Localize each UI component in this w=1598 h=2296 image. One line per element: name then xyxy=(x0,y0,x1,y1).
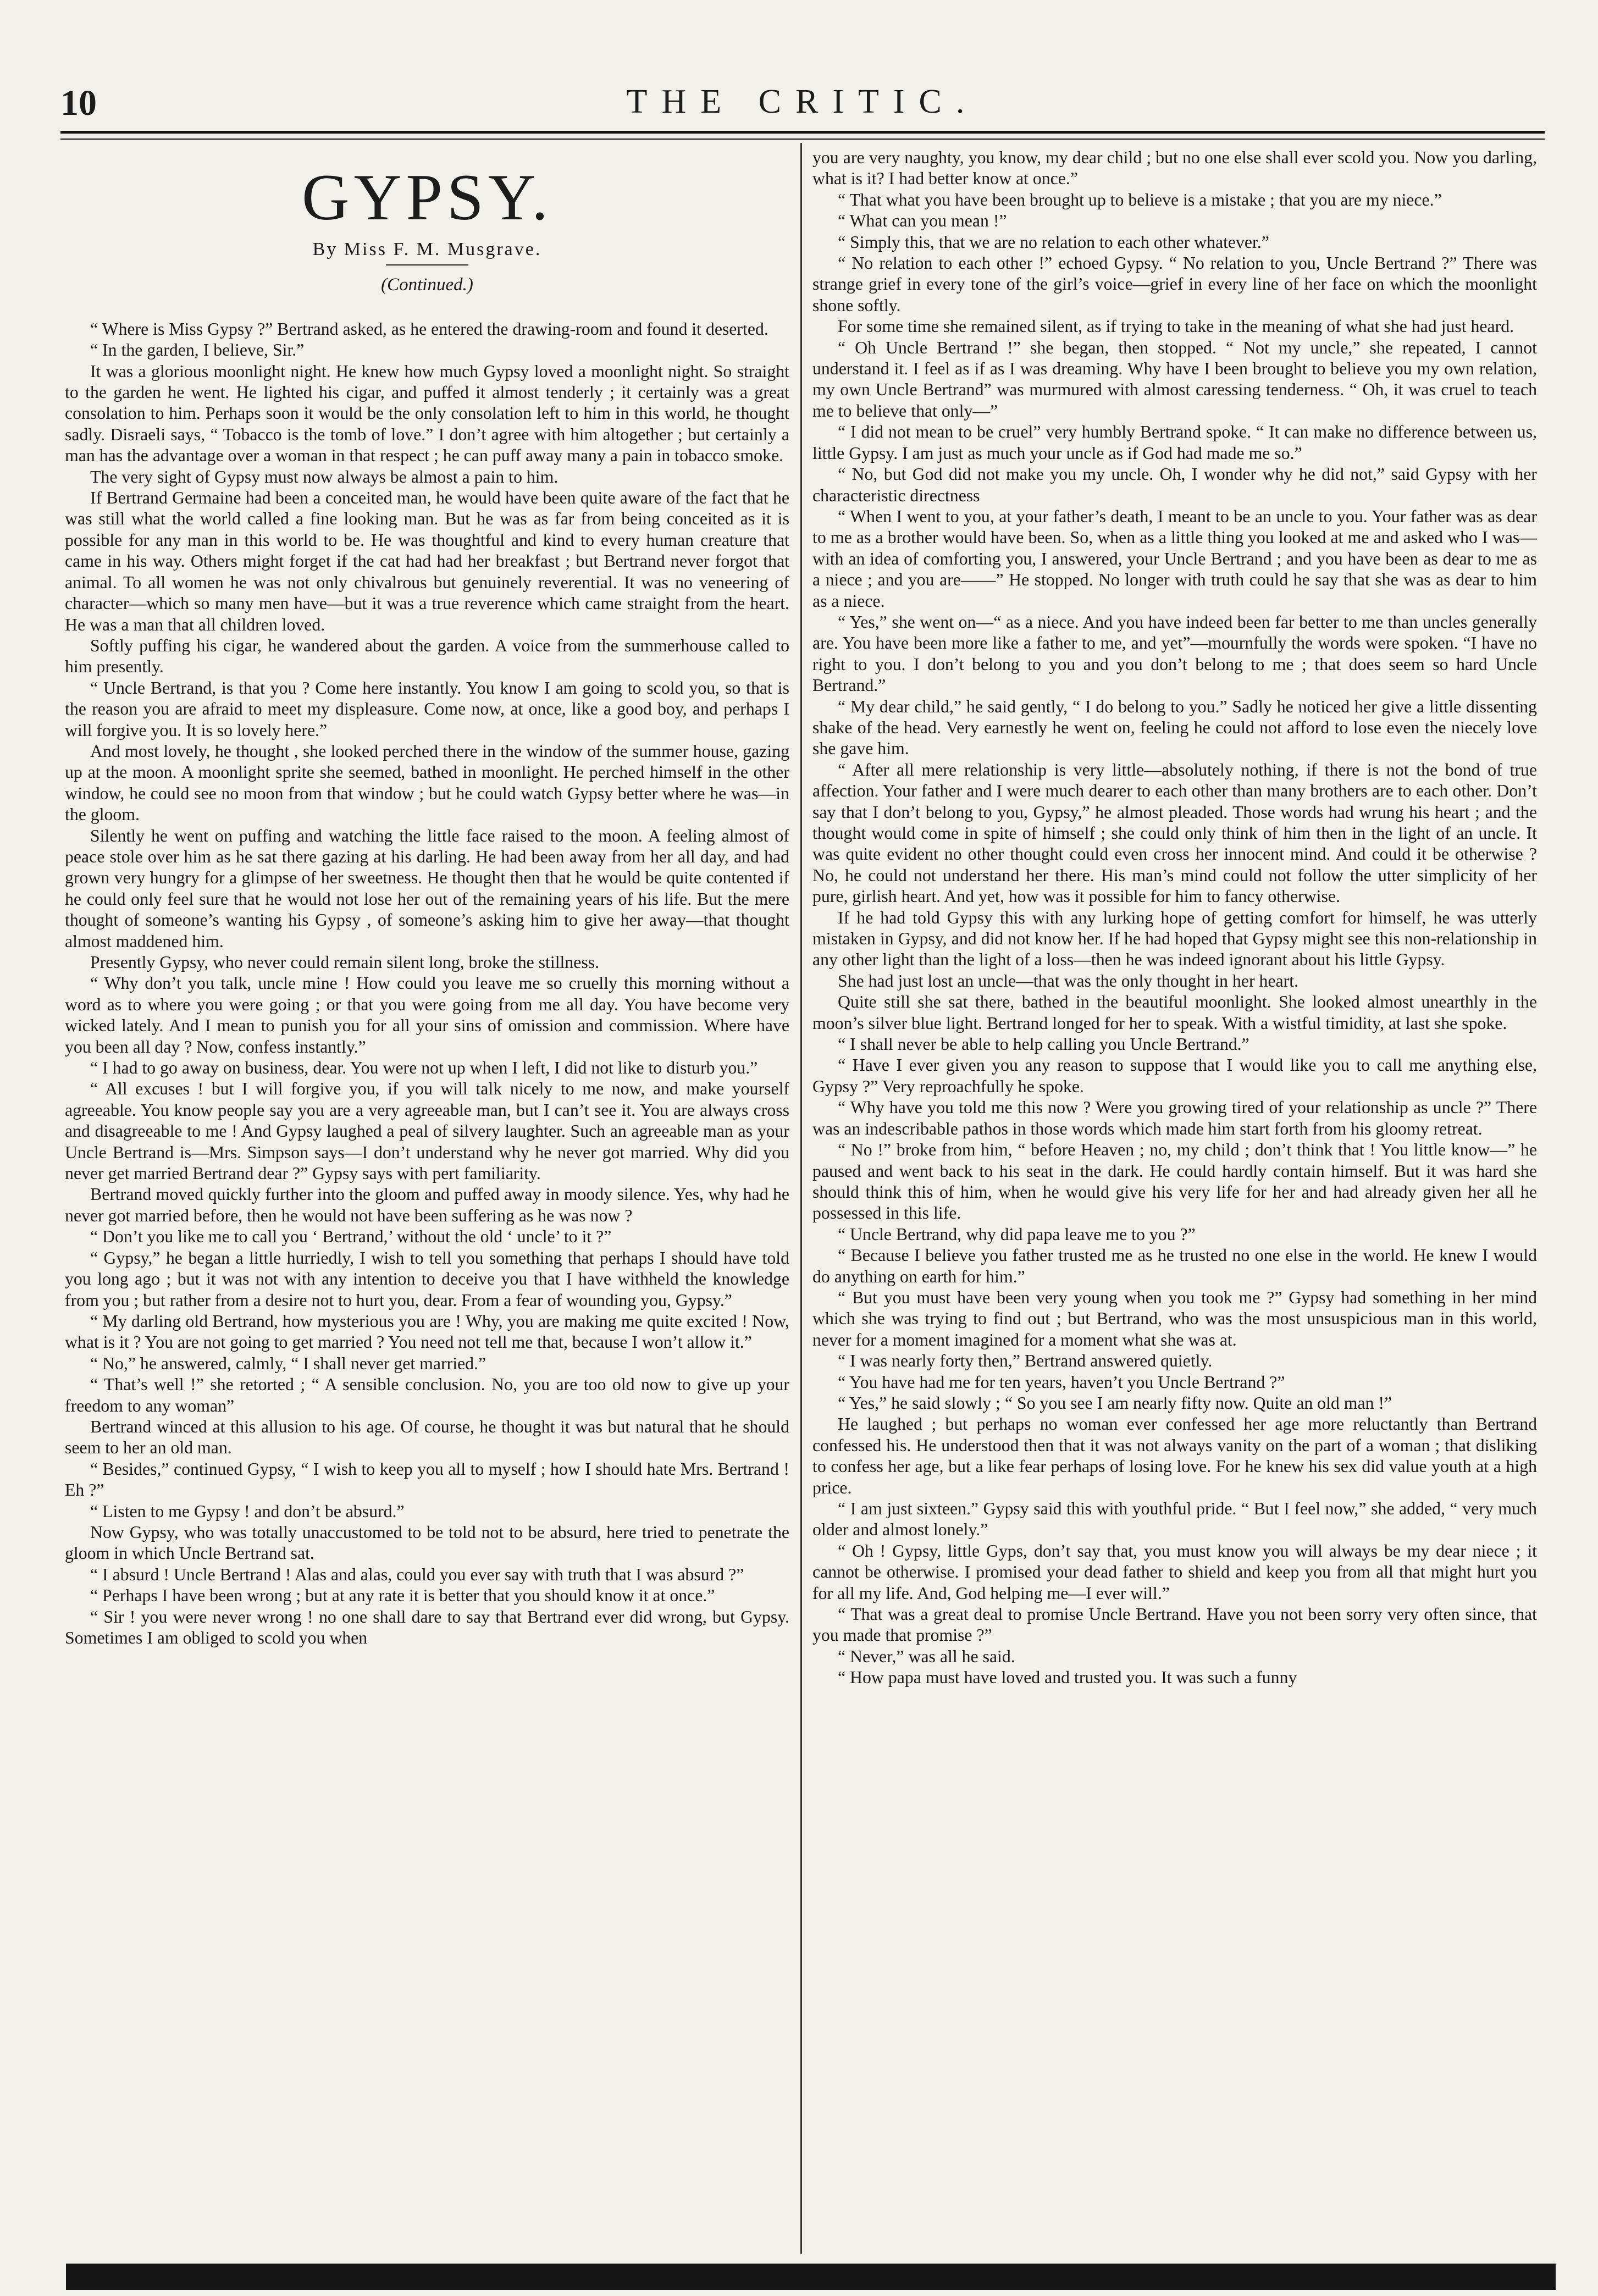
paragraph: “ Perhaps I have been wrong ; but at any rate it is better that you should know it at once.” xyxy=(90,1586,715,1606)
paragraph: Bertrand winced at this allusion to his age. Of course, he thought it was but natural that he should seem to her an old man. xyxy=(65,1417,789,1458)
paragraph: “ No, but God did not make you my uncle. Oh, I wonder why he did not,” said Gypsy with her characteristic directness xyxy=(812,464,1537,505)
paragraph: Softly puffing his cigar, he wandered about the garden. A voice from the summerhouse called to him presently. xyxy=(65,635,789,677)
paragraph: “ Uncle Bertrand, why did papa leave me to you ?” xyxy=(838,1224,1196,1244)
paragraph: Presently Gypsy, who never could remain silent long, broke the stillness. xyxy=(90,953,600,972)
paragraph: “ I did not mean to be cruel” very humbly Bertrand spoke. “ It can make no difference between us, little Gypsy. I am just as much your uncle as if God had made me so.” xyxy=(812,422,1537,463)
paragraph: “ I shall never be able to help calling you Uncle Bertrand.” xyxy=(838,1034,1249,1054)
right-column-text xyxy=(812,147,1537,1689)
column-divider xyxy=(800,143,802,2254)
paragraph: She had just lost an uncle—that was the only thought in her heart. xyxy=(838,971,1299,991)
left-column-text xyxy=(65,319,789,1649)
paragraph: “ Why have you told me this now ? Were you growing tired of your relationship as uncle ?” There was an indescribable pathos in those words which made him start forth from his gloomy retreat. xyxy=(812,1098,1537,1138)
paragraph: Now Gypsy, who was totally unaccustomed to be told not to be absurd, here tried to penetrate the gloom in which Uncle Bertrand sat. xyxy=(65,1522,789,1563)
paragraph: For some time she remained silent, as if trying to take in the meaning of what she had just heard. xyxy=(838,317,1514,336)
paragraph: “ Why don’t you talk, uncle mine ! How could you leave me so cruelly this morning without a word as to where you were going ; or that you were going from me all day. You have become very wicked lately. And I mean to punish you for all your sins of omission and commission. Where have you been all day ? Now, confess instantly.” xyxy=(65,973,789,1056)
paragraph: “ Yes,” he said slowly ; “ So you see I am nearly fifty now. Quite an old man !” xyxy=(838,1393,1392,1413)
paragraph: It was a glorious moonlight night. He knew how much Gypsy loved a moonlight night. So straight to the garden he went. He lighted his cigar, and puffed it almost tenderly ; it certainly was a great consolation to him. Perhaps soon it would be the only consolation left to him in this world, he thought sadly. Disraeli says, “ Tobacco is the tomb of love.” I don’t agree with him altogether ; but certainly a man has the advantage over a woman in that respect ; he can puff away many a pain in tobacco smoke. xyxy=(65,361,789,466)
paragraph: “ My darling old Bertrand, how mysterious you are ! Why, you are making me quite excited ! Now, what is it ? You are not going to get married ? You need not tell me that, because I won’t allow it.” xyxy=(65,1311,789,1352)
paragraph: If Bertrand Germaine had been a conceited man, he would have been quite aware of the fact that he was still what the world called a fine looking man. But he was as far from being conceited as it is possible for any man in this world to be. He was thoughtful and kind to every human creature that came in his way. Others might forget if the cat had had her breakfast ; but Bertrand never forgot that animal. To all women he was not only chivalrous but genuinely reverential. It was no veneering of character—which so many men have—but it was a true reverence which came straight from the heart. He was a man that all children loved. xyxy=(65,488,789,634)
paragraph: you are very naughty, you know, my dear child ; but no one else shall ever scold you. Now you darling, what is it? I had better know at once.” xyxy=(812,148,1537,189)
paragraph: “ Oh Uncle Bertrand !” she began, then stopped. “ Not my uncle,” she repeated, I cannot understand it. I feel as if as I was dreaming. Why have I been brought to believe you my own relation, my own Uncle Bertrand” was murmured with almost caressing tenderness. “ Oh, it was cruel to teach me to believe that only—” xyxy=(812,338,1537,421)
paragraph: And most lovely, he thought , she looked perched there in the window of the summer house, gazing up at the moon. A moonlight sprite she seemed, bathed in moonlight. He perched himself in the other window, he could see no moon from that window ; but he could watch Gypsy better where he was—in the gloom. xyxy=(65,741,789,825)
byline: By Miss F. M. Musgrave. xyxy=(312,239,542,259)
paragraph: “ Listen to me Gypsy ! and don’t be absurd.” xyxy=(90,1501,405,1521)
story-heading xyxy=(65,163,789,296)
paragraph: “ Besides,” continued Gypsy, “ I wish to keep you all to myself ; how I should hate Mrs. Bertrand ! Eh ?” xyxy=(65,1459,789,1500)
paragraph: “ Oh ! Gypsy, little Gyps, don’t say that, you must know you will always be my dear niece ; it cannot be otherwise. I promised your dead father to shield and keep you from all that might hurt you for all my life. And, God helping me—I ever will.” xyxy=(812,1541,1537,1603)
paragraph: Bertrand moved quickly further into the gloom and puffed away in moody silence. Yes, why had he never got married before, then he would not have been suffering as he was now ? xyxy=(65,1185,789,1225)
paragraph: “ When I went to you, at your father’s death, I meant to be an uncle to you. Your father was as dear to me as a brother would have been. So, when as a little thing you looked at me and asked who I was—with an idea of comforting you, I answered, your Uncle Bertrand ; and you have been as dear to me as a niece ; and you are——” He stopped. No longer with truth could he say that she was as dear to him as a niece. xyxy=(812,506,1537,611)
paragraph: “ But you must have been very young when you took me ?” Gypsy had something in her mind which she was trying to find out ; but Bertrand, who was the most unsuspicious man in this world, never for a moment imagined for a moment what she was at. xyxy=(812,1287,1537,1349)
paragraph: “ Don’t you like me to call you ‘ Bertrand,’ without the old ‘ uncle’ to it ?” xyxy=(90,1227,612,1247)
paragraph: “ I am just sixteen.” Gypsy said this with youthful pride. “ But I feel now,” she added, “ very much older and almost lonely.” xyxy=(812,1499,1537,1540)
paragraph: “ Yes,” she went on—“ as a niece. And you have indeed been far better to me than uncles generally are. You have been more like a father to me, and yet”—mournfully the words were spoken. “I have no right to you. I don’t belong to you and you don’t belong to me ; that does seem so hard Uncle Bertrand.” xyxy=(812,612,1537,695)
running-head xyxy=(60,82,1545,132)
paragraph: “ No !” broke from him, “ before Heaven ; no, my child ; don’t think that ! You little know—” he paused and went back to his seat in the dark. He could hardly contain himself. But it was hard she should think this of him, when he would give his very life for her and had already given her all he possessed in this life. xyxy=(812,1140,1537,1223)
header-rule-thin xyxy=(60,139,1545,140)
paragraph: “ No relation to each other !” echoed Gypsy. “ No relation to you, Uncle Bertrand ?” There was strange grief in every tone of the girl’s voice—grief in every line of her face on which the moonlight shone softly. xyxy=(812,253,1537,315)
paragraph: “ I absurd ! Uncle Bertrand ! Alas and alas, could you ever say with truth that I was absurd ?” xyxy=(90,1564,744,1584)
paragraph: “ I was nearly forty then,” Bertrand answered quietly. xyxy=(838,1351,1213,1371)
left-column xyxy=(65,147,789,1648)
header-rule-thick xyxy=(60,131,1545,134)
paragraph: “ You have had me for ten years, haven’t you Uncle Bertrand ?” xyxy=(838,1372,1285,1392)
paragraph: “ Have I ever given you any reason to suppose that I would like you to call me anything else, Gypsy ?” Very reproachfully he spoke. xyxy=(812,1055,1537,1096)
paragraph: “ No,” he answered, calmly, “ I shall never get married.” xyxy=(90,1353,486,1373)
paragraph: He laughed ; but perhaps no woman ever confessed her age more reluctantly than Bertrand confessed his. He understood then that it was not always vanity on the part of a woman ; that disliking to confess her age, but a like fear perhaps of losing love. For he knew his sex did value youth at a high price. xyxy=(812,1414,1537,1497)
continued-note: (Continued.) xyxy=(381,275,473,295)
paragraph: “ After all mere relationship is very little—absolutely nothing, if there is not the bond of true affection. Your father and I were much dearer to each other than many brothers are to each other. Don’t say that I don’t belong to you, Gypsy,” he almost pleaded. Those words had wrung his heart ; and the thought would come in spite of himself ; she could only think of him then in the light of an uncle. It was quite evident no other thought could even cross her innocent mind. And could it be otherwise ? No, he could not understand her there. His man’s mind could not follow the utter simplicity of her pure, girlish heart. And yet, how was it possible for him to fancy otherwise. xyxy=(812,760,1537,906)
paragraph: “ What can you mean !” xyxy=(838,211,1007,231)
paragraph: The very sight of Gypsy must now always be almost a pain to him. xyxy=(90,467,559,486)
paragraph: “ I had to go away on business, dear. You were not up when I left, I did not like to disturb you.” xyxy=(90,1058,758,1078)
paragraph: “ Sir ! you were never wrong ! no one shall dare to say that Bertrand ever did wrong, but Gypsy. Sometimes I am obliged to scold you when xyxy=(65,1607,789,1647)
paragraph: Silently he went on puffing and watching the little face raised to the moon. A feeling almost of peace stole over him as he sat there gazing at his darling. He had been away from her all day, and had grown very hungry for a glimpse of her sweetness. He thought then that he would be quite contented if he could only feel sure that he would not lose her out of the remaining years of his life. But the mere thought of someone’s wanting his Gypsy , of someone’s asking him to give her away—that thought almost maddened him. xyxy=(65,826,789,951)
paragraph: If he had told Gypsy this with any lurking hope of getting comfort for himself, he was utterly mistaken in Gypsy, and did not know her. If he had hoped that Gypsy might see this non-relationship in any other light than the light of a loss—then he was indeed ignorant about his little Gypsy. xyxy=(812,908,1537,970)
paragraph: “ All excuses ! but I will forgive you, if you will talk nicely to me now, and make yourself agreeable. You know people say you are a very agreeable man, but I can’t see it. You are always cross and disagreeable to me ! And Gypsy laughed a peal of silvery laughter. Such an agreeable man as your Uncle Bertrand is—Mrs. Simpson says—I don’t understand why he never got married. Why did you never get married Bertrand dear ?” Gypsy says with pert familiarity. xyxy=(65,1079,789,1183)
paragraph: “ In the garden, I believe, Sir.” xyxy=(90,340,305,360)
paragraph: “ Never,” was all he said. xyxy=(838,1646,1015,1666)
title-divider xyxy=(386,264,468,265)
story-title: GYPSY. xyxy=(302,161,552,234)
paragraph: “ Where is Miss Gypsy ?” Bertrand asked, as he entered the drawing-room and found it deserted. xyxy=(90,319,768,339)
paragraph: “ My dear child,” he said gently, “ I do belong to you.” Sadly he noticed her give a little dissenting shake of the head. Very earnestly he went on, feeling he could not afford to lose even the niecely love she gave him. xyxy=(812,696,1537,759)
journal-title: THE CRITIC. xyxy=(626,83,979,120)
paragraph: Quite still she sat there, bathed in the beautiful moonlight. She looked almost unearthly in the moon’s silver blue light. Bertrand longed for her to speak. With a wistful timidity, at last she spoke. xyxy=(812,992,1537,1033)
right-column xyxy=(812,147,1537,1689)
paragraph: “ Simply this, that we are no relation to each other whatever.” xyxy=(838,232,1269,252)
paragraph: “ That what you have been brought up to believe is a mistake ; that you are my niece.” xyxy=(838,190,1442,209)
paragraph: “ That was a great deal to promise Uncle Bertrand. Have you not been sorry very often since, that you made that promise ?” xyxy=(812,1605,1537,1645)
paragraph: “ How papa must have loved and trusted you. It was such a funny xyxy=(838,1668,1297,1688)
paragraph: “ Because I believe you father trusted me as he trusted no one else in the world. He knew I would do anything on earth for him.” xyxy=(812,1246,1537,1286)
paragraph: “ Gypsy,” he began a little hurriedly, I wish to tell you something that perhaps I should have told you long ago ; but it was not with any intention to deceive you that I have withheld the knowledge from you ; but rather from a desire not to hurt you, dear. From a fear of wounding you, Gypsy.” xyxy=(65,1248,789,1310)
page-number: 10 xyxy=(60,83,97,123)
paragraph: “ That’s well !” she retorted ; “ A sensible conclusion. No, you are too old now to give up your freedom to any woman” xyxy=(65,1375,789,1415)
paragraph: “ Uncle Bertrand, is that you ? Come here instantly. You know I am going to scold you, so that is the reason you are afraid to meet my displeasure. Come now, at once, like a good boy, and perhaps I will forgive you. It is so lovely here.” xyxy=(65,678,789,740)
bottom-border-bar xyxy=(66,2264,1556,2290)
